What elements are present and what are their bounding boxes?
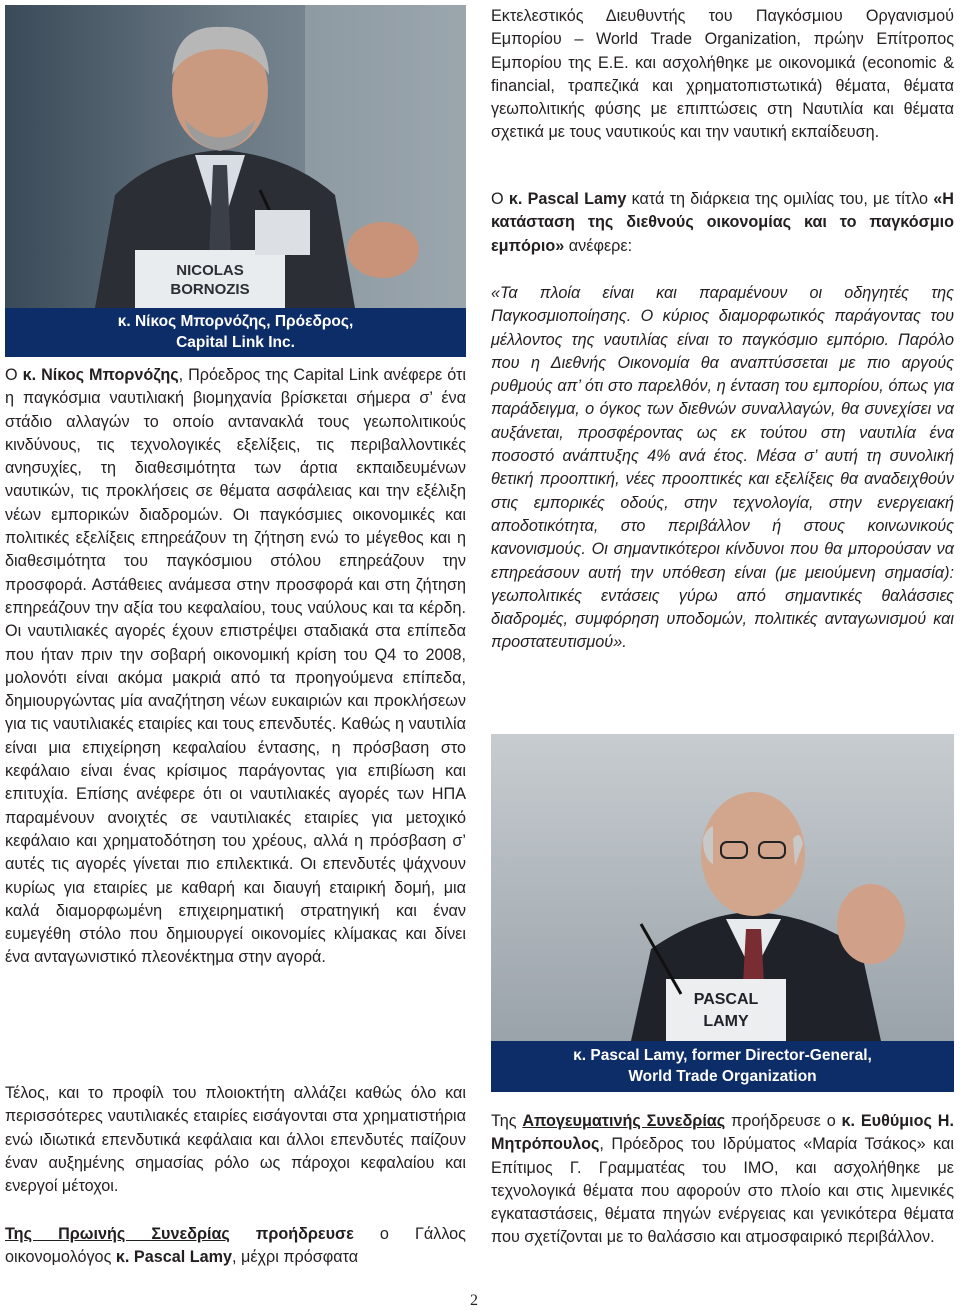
paragraph-afternoon-session: Της Απογευματινής Συνεδρίας προήδρευσε ο κ. Ευθύμιος Η. Μητρόπουλος, Πρόεδρος του Ιδρύματος «Μαρία Τσάκος» και Επίτιμος Γ. Γραμματέας του ΙΜΟ, και ασχολήθηκε με τεχνολογικά θέματα που αφορούν στο πλοίο και στις λιμενικές εγκαταστάσεις, θέματα πηγών ενέργειας και γενικότερα θέματα που σχετίζονται με το θαλάσσιο και ατμοσφαιρικό περιβάλλον. [491, 1112, 954, 1247]
nameplate-line1: NICOLAS [176, 262, 244, 279]
left-column [5, 364, 466, 970]
page-number: 2 [470, 1292, 478, 1309]
photo-lamy [491, 734, 954, 1041]
photo-bornozis [5, 5, 466, 308]
lamy-quote: «Τα πλοία είναι και παραμένουν οι οδηγητές της Παγκοσμιοποίησης. Ο κύριος διαμορφωτικός παράγοντας του μέλλοντος της ναυτιλίας είναι το παγκόσμιο εμπόριο. Παρόλο που η Διεθνής Οικονομία θα αναπτύσσεται με πιο αργούς ρυθμούς απ’ ότι στο παρελθόν, η ένταση του εμπορίου, όπως για παράδειγμα, ο όγκος των διεθνών συναλλαγών, θα συνεχίσει να αυξάνεται, προσφέροντας ως εκ τούτου στη ναυτιλία ένα ποσοστό ανάπτυξης 4% ανά έτος. Μέσα σ’ αυτή τη συνολική θετική προοπτική, νέες προοπτικές και εξελίξεις θα αναδειχθούν στις εμπορικές οδούς, στην τεχνολογία, στην ενεργειακή αποδοτικότητα, στο περιβάλλον ή στους κοινωνικούς κανονισμούς. Οι σημαντικότεροι κίνδυνοι που θα μπορούσαν να επηρεάσουν αυτή την υπόθεση είναι (με μειούμενη σημασία): γεωπολιτικές εντάσεις γύρω από σημαντικές θαλάσσιες διαδρομές, συμφόρηση υποδομών, πολιτικές ανταγωνισμού και προστατευτισμού». [491, 284, 954, 652]
caption-line: World Trade Organization [628, 1068, 817, 1085]
left-column-p3 [5, 1223, 466, 1270]
afternoon-session-label: Απογευματινής Συνεδρίας [522, 1112, 726, 1130]
paragraph-lamy-bio: Εκτελεστικός Διευθυντής του Παγκόσμιου Οργανισμού Εμπορίου – World Trade Organization, πρώην Επίτροπος Εμπορίου της Ε.Ε. και ασχολήθηκε με οικονομικά (economic & financial, τραπεζικά και χρηματοπιστωτικά) θέματα, θέματα γεωπολιτικής φύσης με επιπτώσεις στη Ναυτιλία και θέματα σχετικά με τους ναυτικούς και την ναυτική εκπαίδευση. [491, 7, 954, 142]
right-column-top [491, 5, 954, 145]
left-column-p2 [5, 1082, 466, 1198]
caption-line: κ. Νίκος Μπορνόζης, Πρόεδρος, [117, 313, 354, 330]
nameplate-line1: PASCAL [693, 991, 759, 1008]
nameplate-line2: LAMY [703, 1013, 749, 1030]
bornozis-name: κ. Νίκος Μπορνόζης [22, 366, 179, 384]
mitropoulos-name: κ. Ευθύμιος Η. Μητρόπουλος [491, 1112, 954, 1154]
photo-lamy-caption [491, 1041, 954, 1092]
lamy-name: κ. Pascal Lamy [115, 1248, 232, 1267]
photo-bornozis-caption [5, 308, 466, 357]
right-column-p4 [491, 1110, 954, 1250]
morning-session-label: Της Πρωινής Συνεδρίας [5, 1225, 230, 1243]
paragraph-ownership: Τέλος, και το προφίλ του πλοιοκτήτη αλλάζει καθώς όλο και περισσότερες ναυτιλιακές εταιρίες εισάγονται στα χρηματιστήρια ενώ ιδιωτικά επενδυτικά κεφάλαια και άλλοι επενδυτές παίζουν έναν αυξημένης σημασίας ρόλο ως πάροχοι κεφαλαίου και ενεργοί μέτοχοι. [5, 1084, 466, 1196]
paragraph-lamy-speech: Ο κ. Pascal Lamy κατά τη διάρκεια της ομιλίας του, με τίτλο «Η κατάσταση της διεθνούς οικονομίας και το παγκόσμιο εμπόριο» ανέφερε: [491, 190, 954, 255]
caption-line: κ. Pascal Lamy, former Director-General, [573, 1047, 872, 1064]
caption-line: Capital Link Inc. [176, 334, 295, 351]
right-column-quote [491, 282, 954, 655]
paragraph-bornozis: Ο κ. Νίκος Μπορνόζης, Πρόεδρος της Capital Link ανέφερε ότι η παγκόσμια ναυτιλιακή βιομηχανία βρίσκεται σήμερα σ’ ένα στάδιο αλλαγών το οποίο αντανακλά τους γεωπολιτικούς κινδύνους, τις τεχνολογικές εξελίξεις, τις περιβαλλοντικές ανησυχίες, τη διαθεσιμότητα των άρτια εκπαιδευμένων ναυτικών, τις προκλήσεις σε θέματα ασφάλειας και την εξέλιξη νέων εμπορικών διαδρομών. Οι παγκόσμιες οικονομικές και πολιτικές εξελίξεις επηρεάζουν τη ζήτηση ενώ το μέγεθος και η διαθεσιμότητα του παγκόσμιου στόλου επηρεάζουν την προσφορά. Αστάθειες ανάμεσα στην προσφορά και στη ζήτηση επηρεάζουν την αξία του κεφαλαίου, τους ναύλους και τα κέρδη. Οι ναυτιλιακές αγορές έχουν επιστρέψει σταδιακά στα επίπεδα που ήταν πριν την σοβαρή οικονομική κρίση του Q4 το 2008, μολονότι είναι ακόμα μακριά από τα προηγούμενα επίπεδα, δημιουργώντας μία αναζήτηση νέων ευκαιριών και προκλήσεων για τις ναυτιλιακές εταιρίες και τους επενδυτές. Καθώς η ναυτιλία είναι μια επιχείρηση κεφαλαίου έντασης, η πρόσβαση στο κεφάλαιο είναι ένας κρίσιμος παράγοντας για επιβίωση και επιτυχία. Επίσης ανέφερε ότι οι ναυτιλιακές αγορές των ΗΠΑ παραμένουν ανοιχτές σε ναυτιλιακές εταιρίες για μετοχικό κεφάλαιο και χρηματοδότηση του χρέους, αλλά η πρόσβαση σ’ αυτές τις αγορές γίνεται πιο επιλεκτικά. Οι επενδυτές ψάχνουν κυρίως για εταιρίες με καθαρή και διαυγή εταιρική δομή, μια καλά διαμορφωμένη επιχειρηματική στρατηγική και έναν ευμεγέθη στόλο που δημιουργεί οικονομίες κλίμακας και δίνει ένα ανταγωνιστικό πλεονέκτημα στην αγορά. [5, 366, 467, 967]
speech-title: «Η κατάσταση της διεθνούς οικονομίας και το παγκόσμιο εμπόριο» [491, 190, 954, 255]
nameplate-line2: BORNOZIS [170, 281, 250, 298]
paragraph-morning-session: Της Πρωινής Συνεδρίας προήδρευσε ο Γάλλος οικονομολόγος κ. Pascal Lamy, μέχρι πρόσφατα [5, 1225, 466, 1267]
right-column-p2 [491, 188, 954, 258]
